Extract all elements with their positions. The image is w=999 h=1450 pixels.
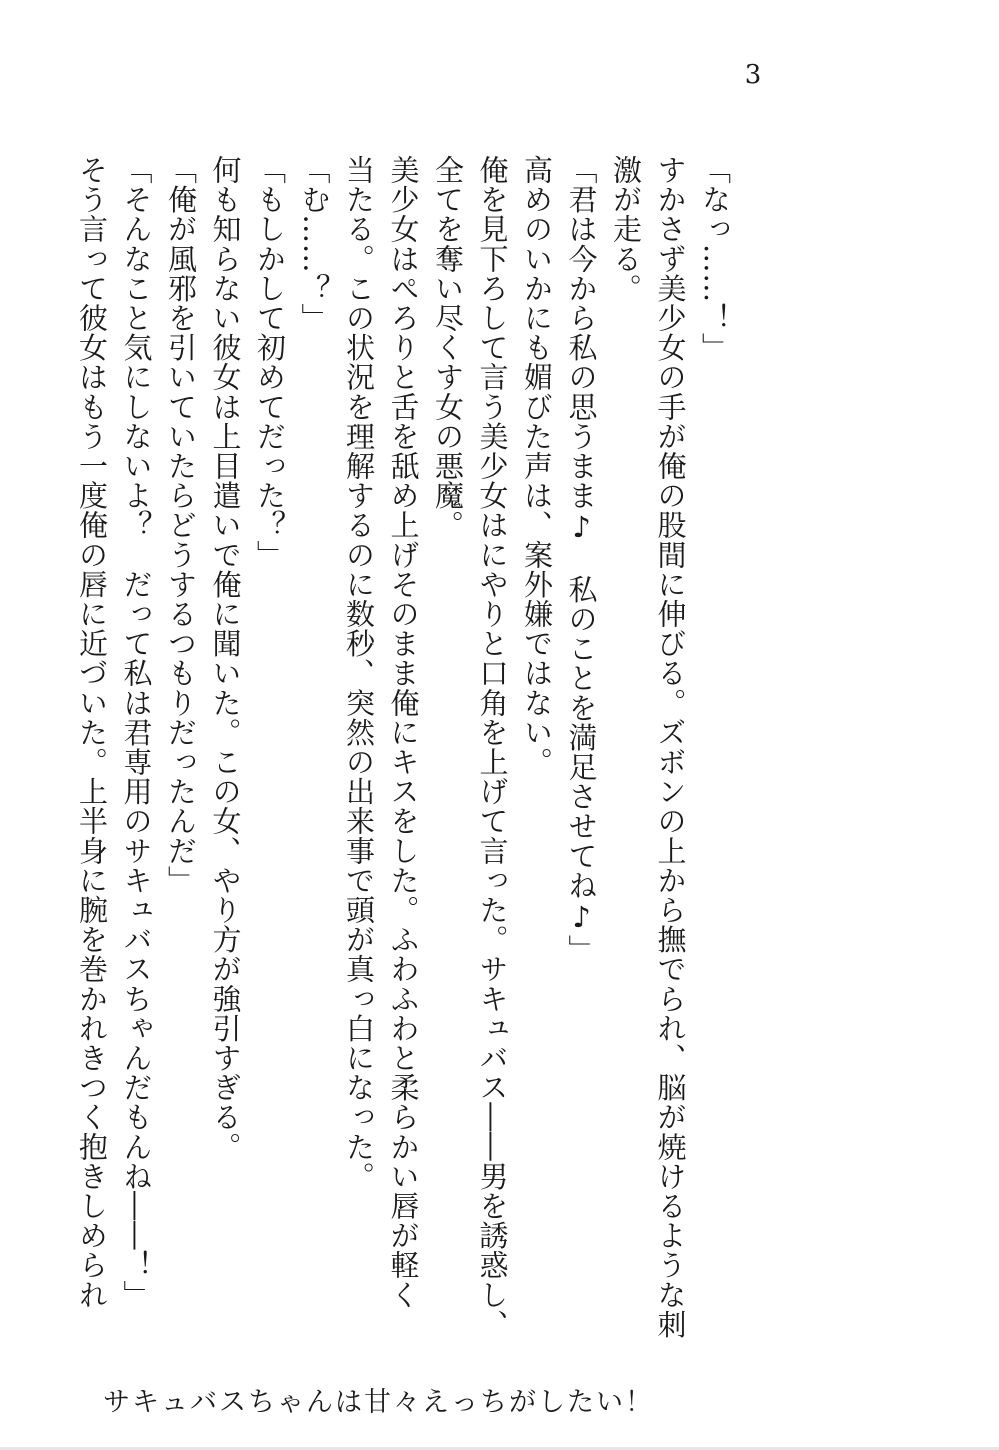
text-line: 美少女はぺろりと舌を舐め上げそのまま俺にキスをした。ふわふわと柔らかい唇が軽く: [386, 155, 421, 1310]
text-line: 俺を見下ろして言う美少女はにやりと口角を上げて言った。サキュバス――男を誘惑し、: [475, 155, 510, 1339]
text-line: 「君は今から私の思うまま♪ 私のことを満足させてね♪」: [564, 155, 599, 965]
text-line: 高めのいかにも媚びた声は、案外嫌ではない。: [520, 155, 554, 777]
text-line: 「なっ……！」: [698, 155, 732, 363]
text-line: すかさず美少女の手が俺の股間に伸びる。ズボンの上から撫でられ、脳が焼けるような刺: [653, 155, 688, 1339]
book-title-footer: サキュバスちゃんは甘々えっちがしたい！: [103, 1387, 654, 1418]
text-line: 「俺が風邪を引いていたらどうするつもりだったんだ」: [164, 155, 198, 895]
text-line: 「もしかして初めてだった？」: [253, 155, 287, 570]
text-line: 全てを奪い尽くす女の悪魔。: [431, 155, 465, 540]
text-line: 「そんなこと気にしないよ？ だって私は君専用のサキュバスちゃんだもんね――！」: [119, 155, 154, 1310]
vertical-body-text: [70, 155, 738, 1339]
text-line: 何も知らない彼女は上目遣いで俺に聞いた。この女、やり方が強引すぎる。: [208, 155, 243, 1162]
text-line: そう言って彼女はもう一度俺の唇に近づいた。上半身に腕を巻かれきつく抱きしめられ: [75, 155, 109, 1310]
page-number: 3: [744, 60, 762, 90]
text-line: 「む……？」: [297, 155, 332, 333]
text-line: 当たる。この状況を理解するのに数秒、突然の出来事で頭が真っ白になった。: [342, 155, 376, 1191]
text-line: 激が走る。: [609, 155, 643, 303]
